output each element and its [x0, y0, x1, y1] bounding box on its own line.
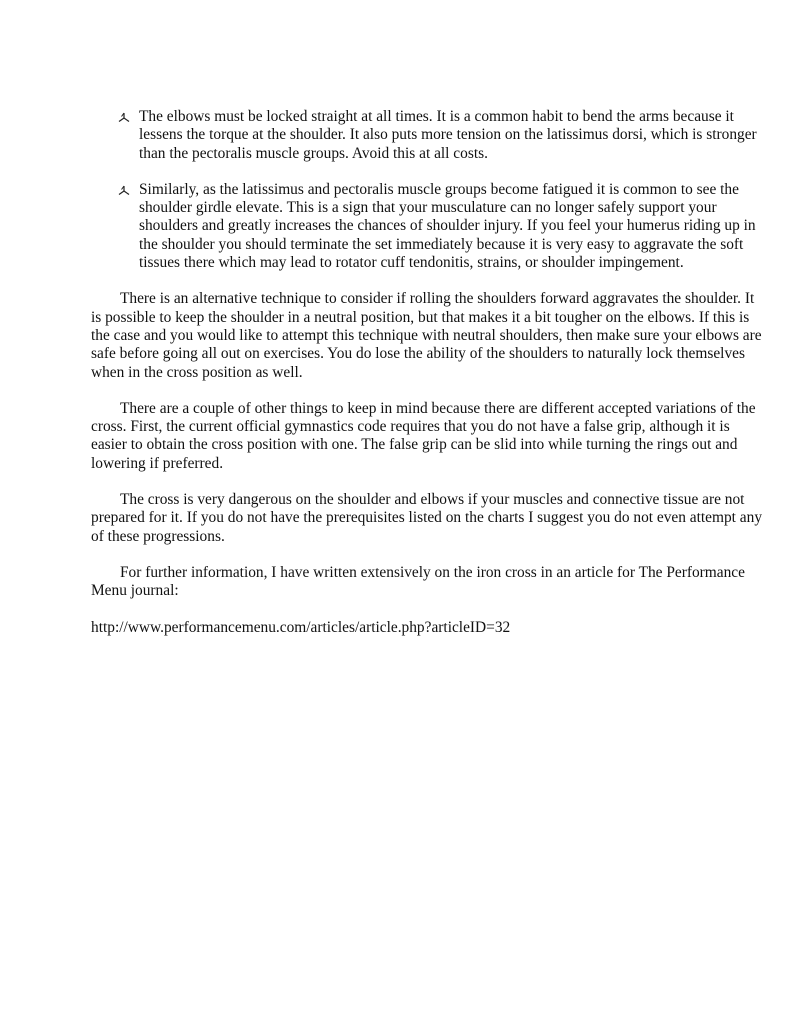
triangle-arrow-bullet-icon: [117, 181, 131, 199]
bullet-item: [91, 108, 763, 163]
bullet-list: [91, 108, 763, 272]
bullet-text: Similarly, as the latissimus and pectoralis muscle groups become fatigued it is common to see the shoulder girdle elevate. This is a sign that your musculature can no longer safely support your shoulders and greatly increases the chances of shoulder injury. If you feel your humerus riding up in the shoulder you should terminate the set immediately because it is very easy to aggravate the soft tissues there which may lead to rotator cuff tendonitis, strains, or shoulder impingement.: [139, 180, 756, 272]
document-page: [91, 108, 763, 637]
paragraph-alternative-technique: There is an alternative technique to consider if rolling the shoulders forward aggravates the shoulder. It is possible to keep the shoulder in a neutral position, but that makes it a bit tougher on the elbows. If this is the case and you would like to attempt this technique with neutral shoulders, then make sure your elbows are safe before going all out on exercises. You do lose the ability of the shoulders to naturally lock themselves when in the cross position as well.: [91, 290, 762, 381]
paragraph-danger-warning: The cross is very dangerous on the shoulder and elbows if your muscles and connective tissue are not prepared for it. If you do not have the prerequisites listed on the charts I suggest you do not even attempt any of these progressions.: [91, 491, 763, 545]
article-url-link[interactable]: http://www.performancemenu.com/articles/article.php?articleID=32: [91, 618, 511, 636]
bullet-text: The elbows must be locked straight at all times. It is a common habit to bend the arms because it lessens the torque at the shoulder. It also puts more tension on the latissimus dorsi, which is stronger than the pectoralis muscle groups. Avoid this at all costs.: [139, 108, 757, 162]
triangle-arrow-bullet-icon: [117, 108, 131, 126]
bullet-item: [91, 181, 763, 272]
paragraph-further-information: For further information, I have written extensively on the iron cross in an article for The Performance Menu journal:: [91, 563, 745, 600]
paragraph-variations: There are a couple of other things to keep in mind because there are different accepted variations of the cross. First, the current official gymnastics code requires that you do not have a false grip, although it is easier to obtain the cross position with one. The false grip can be slid into while turning the rings out and lowering if preferred.: [91, 399, 756, 472]
